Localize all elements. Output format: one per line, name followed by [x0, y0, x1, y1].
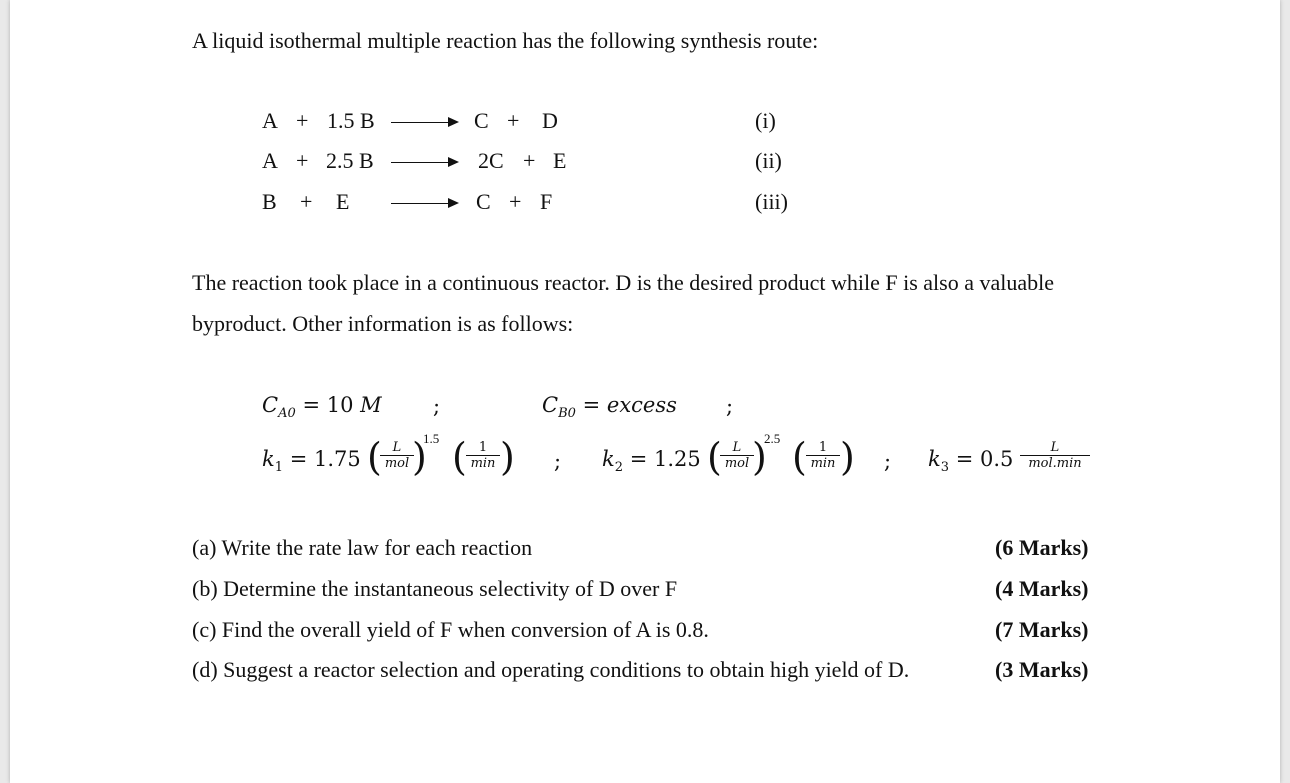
separator: ; — [884, 449, 892, 473]
cb0-subscript: B0 — [558, 406, 576, 421]
question-text: (d) Suggest a reactor selection and operating conditions to obtain high yield of D. — [192, 657, 910, 682]
plus-sign: + — [300, 189, 313, 214]
k2-subscript: 2 — [614, 460, 624, 475]
ca0-equation — [262, 393, 382, 421]
question-marks: (3 Marks) — [995, 657, 1089, 682]
question-text: (a) Write the rate law for each reaction — [192, 535, 533, 560]
question-marks: (4 Marks) — [995, 576, 1089, 601]
paragraph-line-1: The reaction took place in a continuous reactor. D is the desired product while F is also a valuable — [192, 270, 1055, 295]
question-marks: (6 Marks) — [995, 535, 1089, 560]
reaction-label: (i) — [755, 108, 776, 133]
question-marks: (7 Marks) — [995, 617, 1089, 642]
left-paren: ( — [367, 435, 382, 479]
product-c: C — [474, 108, 489, 133]
k1-subscript: 1 — [274, 460, 284, 475]
reaction-arrow — [391, 122, 457, 123]
right-paren: ) — [500, 435, 515, 479]
reactant-b: 1.5 B — [327, 108, 375, 133]
reactant-b: B — [262, 189, 277, 214]
intro-text: A liquid isothermal multiple reaction has the following synthesis route: — [192, 28, 819, 53]
ca0-unit: M — [360, 393, 382, 417]
k1-symbol: k — [262, 447, 275, 471]
reaction-arrow — [391, 162, 457, 163]
cb0-value: excess — [606, 393, 677, 417]
k1-value: = 1.75 — [289, 447, 361, 471]
product-c: C — [476, 189, 491, 214]
left-paren: ( — [452, 435, 467, 479]
k1-fraction-2: 1 min — [466, 441, 500, 471]
k2-exponent: 2.5 — [764, 431, 781, 446]
reactant-a: A — [262, 148, 278, 173]
k1-exponent: 1.5 — [423, 431, 440, 446]
cb0-equation — [542, 393, 677, 421]
k2-symbol: k — [602, 447, 615, 471]
paragraph-line-2: byproduct. Other information is as follows: — [192, 311, 574, 336]
product-d: D — [542, 108, 558, 133]
right-paren: ) — [412, 435, 427, 479]
right-paren: ) — [840, 435, 855, 479]
reaction-label: (ii) — [755, 148, 782, 173]
right-paren: ) — [752, 435, 767, 479]
reaction-label: (iii) — [755, 189, 788, 214]
plus-sign: + — [296, 108, 309, 133]
plus-sign: + — [509, 189, 522, 214]
reactant-a: A — [262, 108, 278, 133]
reactant-e: E — [336, 189, 350, 214]
left-paren: ( — [792, 435, 807, 479]
k3-value: = 0.5 — [955, 447, 1014, 471]
k3-subscript: 3 — [940, 460, 950, 475]
k2-value: = 1.25 — [629, 447, 701, 471]
ca0-symbol: C — [262, 393, 279, 417]
plus-sign: + — [507, 108, 520, 133]
separator: ; — [726, 394, 734, 418]
question-text: (c) Find the overall yield of F when conversion of A is 0.8. — [192, 617, 709, 642]
cb0-eq: = — [582, 393, 601, 417]
reaction-arrow — [391, 203, 457, 204]
reactant-b: 2.5 B — [326, 148, 374, 173]
k3-fraction: L mol.min — [1020, 441, 1090, 471]
ca0-subscript: A0 — [278, 406, 296, 421]
separator: ; — [554, 449, 562, 473]
product-c: 2C — [478, 148, 504, 173]
left-paren: ( — [707, 435, 722, 479]
document-page — [10, 0, 1280, 783]
plus-sign: + — [296, 148, 309, 173]
k3-symbol: k — [928, 447, 941, 471]
product-e: E — [553, 148, 567, 173]
k1-fraction-1: L mol — [380, 441, 414, 471]
product-f: F — [540, 189, 553, 214]
separator: ; — [433, 394, 441, 418]
k2-fraction-2: 1 min — [806, 441, 840, 471]
question-text: (b) Determine the instantaneous selectivity of D over F — [192, 576, 678, 601]
k2-fraction-1: L mol — [720, 441, 754, 471]
ca0-value: = 10 — [302, 393, 354, 417]
cb0-symbol: C — [542, 393, 559, 417]
plus-sign: + — [523, 148, 536, 173]
